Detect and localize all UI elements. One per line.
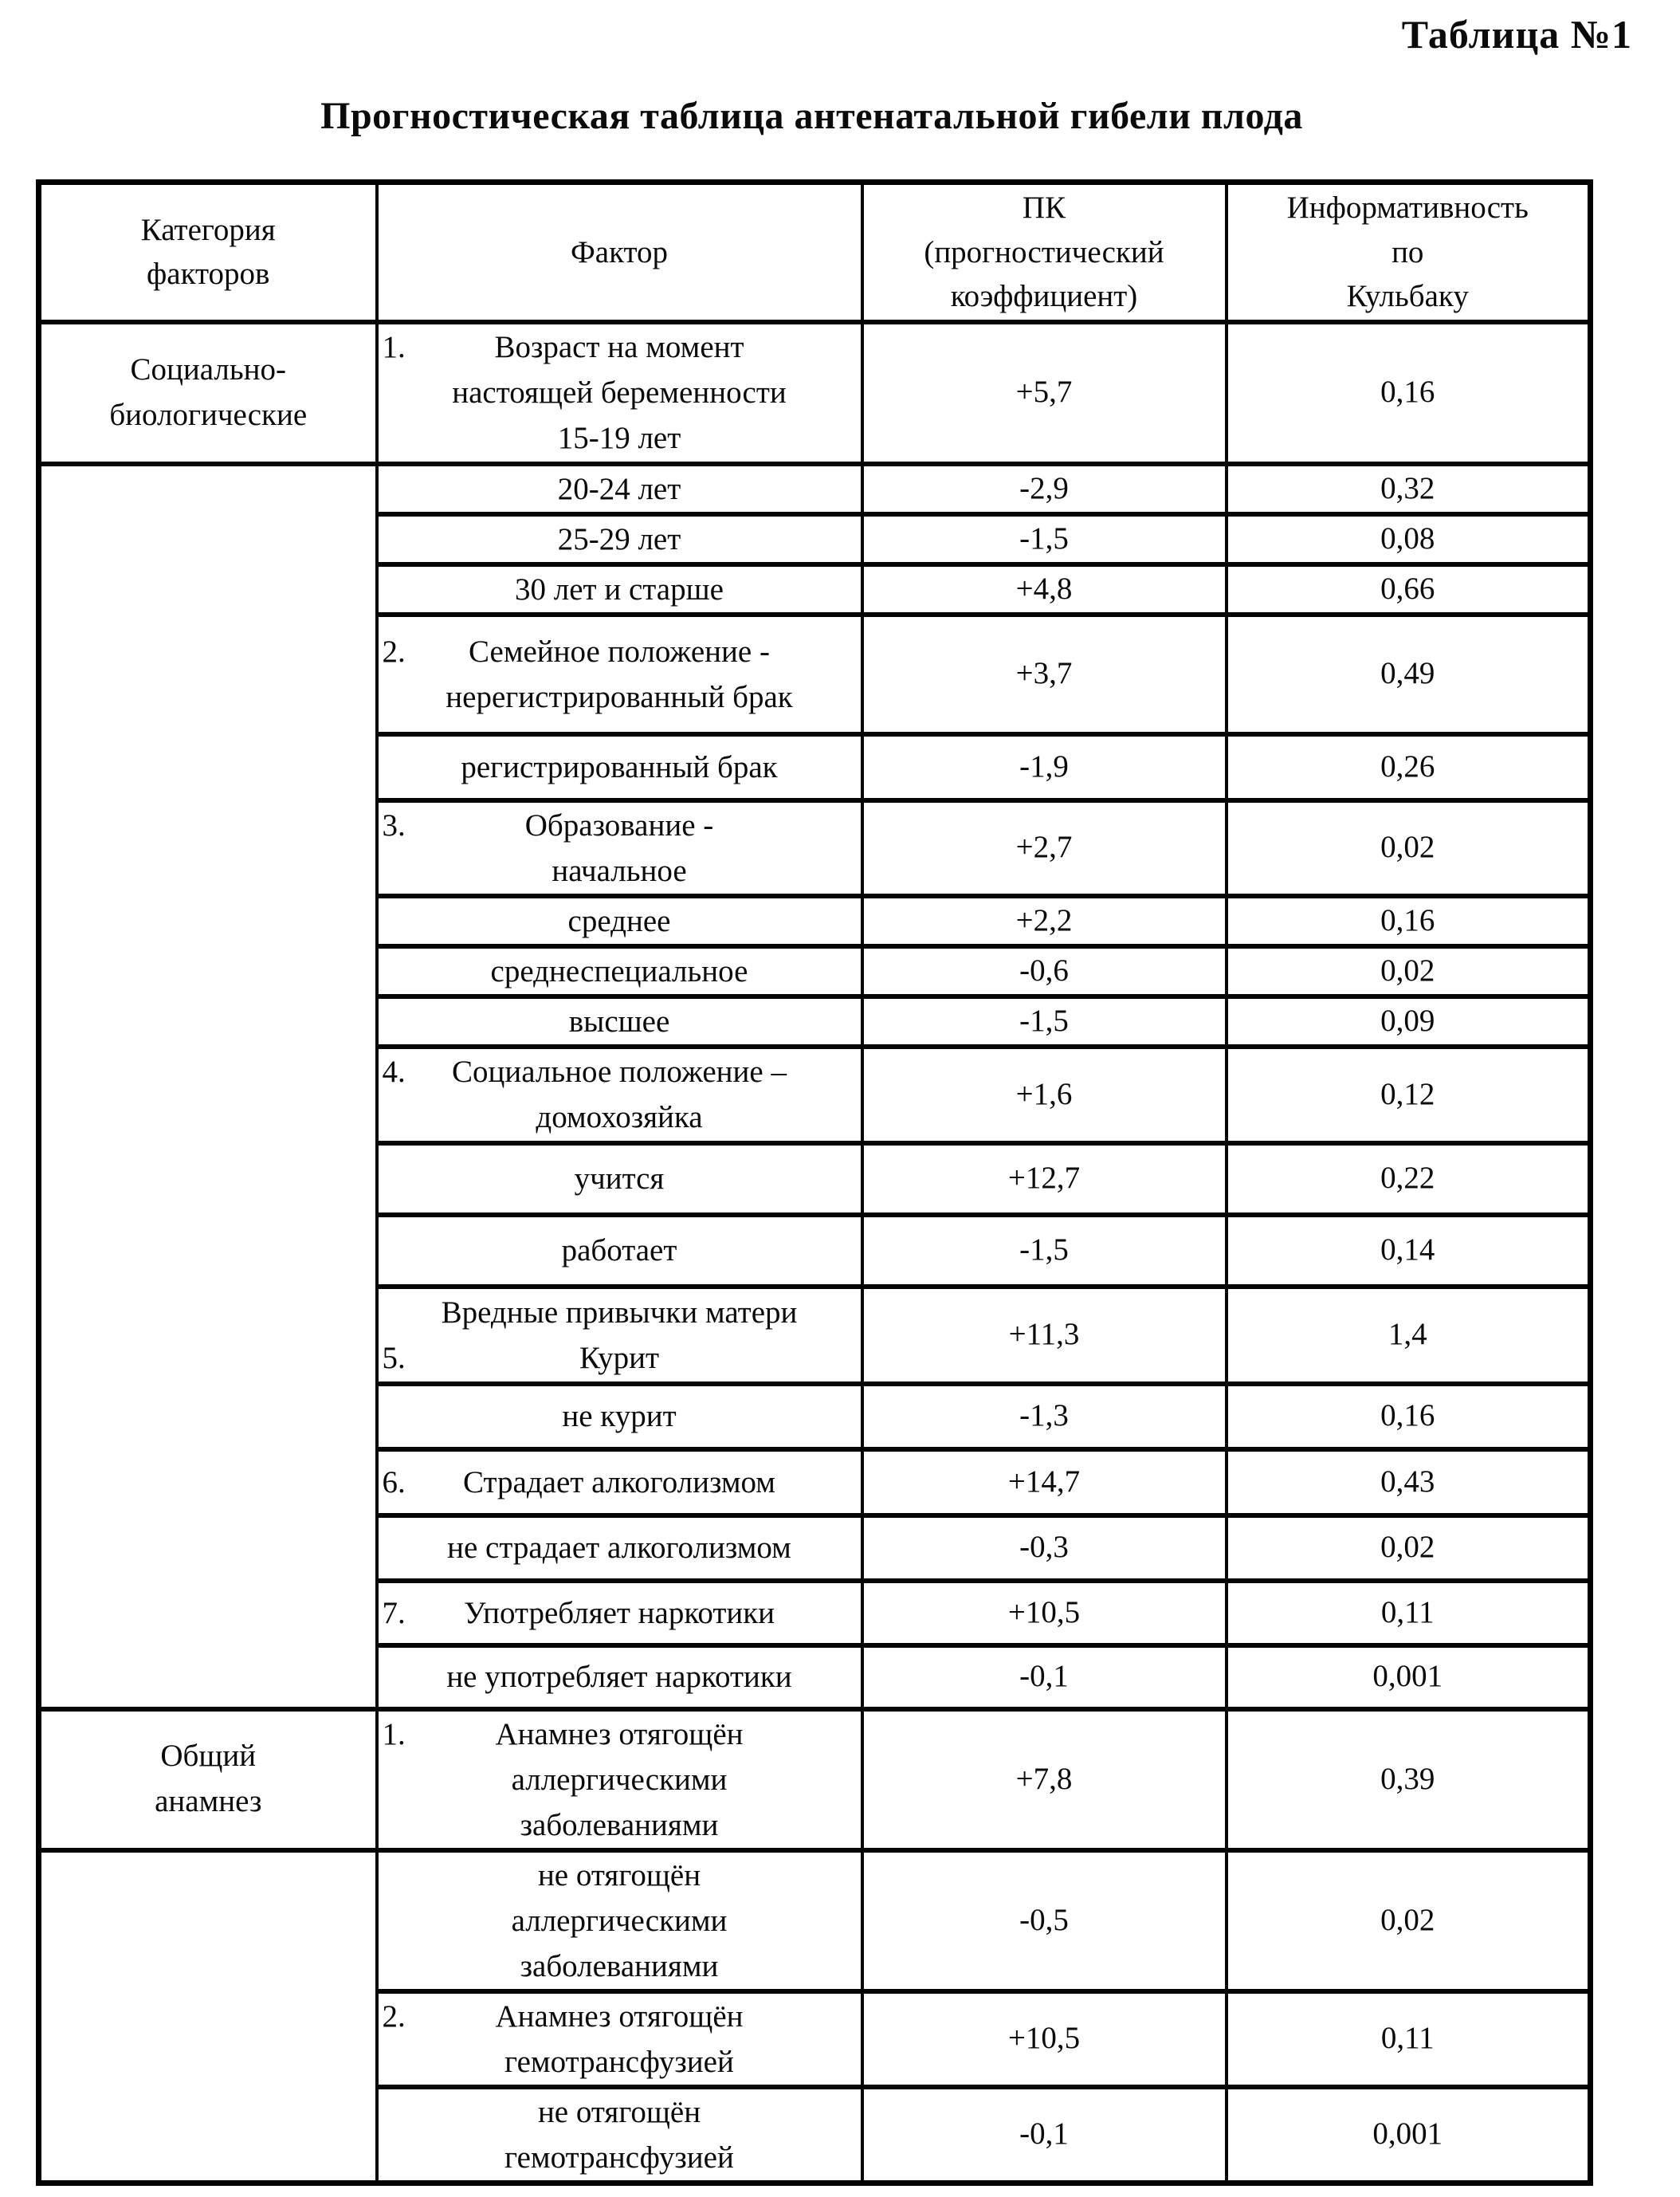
factor-cell xyxy=(377,896,862,946)
header-factor: Фактор xyxy=(377,183,862,322)
factor-text: не отягощён аллергическими заболеваниями xyxy=(511,1857,728,1983)
factor-cell xyxy=(377,800,862,896)
pk-cell: -0,6 xyxy=(862,946,1227,996)
factor-cell xyxy=(377,464,862,514)
factor-cell xyxy=(377,1581,862,1645)
informativeness-cell: 0,32 xyxy=(1227,464,1591,514)
informativeness-cell: 0,12 xyxy=(1227,1047,1591,1143)
informativeness-cell: 0,16 xyxy=(1227,896,1591,946)
factor-number: 1. xyxy=(382,1716,406,1751)
factor-cell xyxy=(377,1215,862,1287)
category-cell: Социально- биологические xyxy=(39,322,377,464)
pk-cell: -1,3 xyxy=(862,1384,1227,1449)
factor-text: регистрированный брак xyxy=(461,749,778,784)
factor-cell xyxy=(377,734,862,800)
informativeness-cell: 0,001 xyxy=(1227,2087,1591,2183)
table-number-label: Таблица №1 xyxy=(1401,12,1632,57)
factor-text: не отягощён гемотрансфузией xyxy=(504,2094,734,2175)
informativeness-cell: 0,26 xyxy=(1227,734,1591,800)
table-header xyxy=(39,183,1591,322)
category-cell: Общий анамнез xyxy=(39,1709,377,1850)
pk-cell: +2,7 xyxy=(862,800,1227,896)
pk-cell: -0,1 xyxy=(862,2087,1227,2183)
factor-cell xyxy=(377,1850,862,1991)
document-title: Прогностическая таблица антенатальной гибели плода xyxy=(320,95,1303,137)
informativeness-cell: 0,02 xyxy=(1227,946,1591,996)
informativeness-cell: 0,22 xyxy=(1227,1143,1591,1215)
pk-cell: +2,2 xyxy=(862,896,1227,946)
factor-cell xyxy=(377,1449,862,1515)
factor-cell xyxy=(377,1143,862,1215)
informativeness-cell: 0,11 xyxy=(1227,1991,1591,2087)
factor-text: работает xyxy=(561,1233,677,1268)
table-body xyxy=(39,322,1591,2183)
informativeness-cell: 0,66 xyxy=(1227,564,1591,615)
category-cell xyxy=(39,464,377,1709)
factor-number: 6. xyxy=(382,1464,406,1499)
informativeness-cell: 0,49 xyxy=(1227,615,1591,734)
informativeness-cell: 0,43 xyxy=(1227,1449,1591,1515)
pk-cell: +12,7 xyxy=(862,1143,1227,1215)
pk-cell: -2,9 xyxy=(862,464,1227,514)
pk-cell: +10,5 xyxy=(862,1581,1227,1645)
factor-cell xyxy=(377,1645,862,1709)
factor-cell xyxy=(377,1709,862,1850)
pk-cell: +4,8 xyxy=(862,564,1227,615)
factor-cell xyxy=(377,564,862,615)
prognostic-table xyxy=(36,179,1593,2186)
factor-cell xyxy=(377,1991,862,2087)
factor-cell xyxy=(377,996,862,1047)
factor-cell xyxy=(377,615,862,734)
informativeness-cell: 1,4 xyxy=(1227,1287,1591,1384)
factor-text: среднее xyxy=(567,903,671,938)
factor-number: 2. xyxy=(382,634,406,669)
informativeness-cell: 0,16 xyxy=(1227,1384,1591,1449)
informativeness-cell: 0,02 xyxy=(1227,1515,1591,1581)
factor-text: высшее xyxy=(568,1004,670,1039)
table-header-row xyxy=(39,183,1591,322)
factor-text: 25-29 лет xyxy=(557,521,681,556)
factor-number: 4. xyxy=(382,1055,406,1089)
header-pk: ПК (прогностический коэффициент) xyxy=(862,183,1227,322)
factor-text: Употребляет наркотики xyxy=(463,1595,775,1630)
factor-cell xyxy=(377,1384,862,1449)
factor-number: 3. xyxy=(382,808,406,843)
factor-text: 30 лет и старше xyxy=(515,572,724,607)
informativeness-cell: 0,001 xyxy=(1227,1645,1591,1709)
factor-text: среднеспециальное xyxy=(490,953,748,988)
factor-cell xyxy=(377,514,862,564)
factor-text: Страдает алкоголизмом xyxy=(463,1464,775,1499)
informativeness-cell: 0,02 xyxy=(1227,1850,1591,1991)
factor-text: Анамнез отягощён гемотрансфузией xyxy=(495,1999,744,2079)
informativeness-cell: 0,11 xyxy=(1227,1581,1591,1645)
pk-cell: +1,6 xyxy=(862,1047,1227,1143)
pk-cell: -1,5 xyxy=(862,1215,1227,1287)
factor-text: учится xyxy=(574,1161,665,1196)
factor-text: не курит xyxy=(562,1399,677,1433)
table-row xyxy=(39,464,1591,514)
pk-cell: -1,5 xyxy=(862,514,1227,564)
factor-number: 5. xyxy=(382,1340,406,1375)
factor-text: Образование - начальное xyxy=(524,808,714,888)
table-row xyxy=(39,322,1591,464)
informativeness-cell: 0,02 xyxy=(1227,800,1591,896)
factor-text: Социальное положение – домохозяйка xyxy=(452,1055,787,1134)
factor-cell xyxy=(377,1515,862,1581)
table-row xyxy=(39,1709,1591,1850)
factor-text: Анамнез отягощён аллергическими заболеваниями xyxy=(495,1716,744,1842)
header-informativeness: Информативность по Кульбаку xyxy=(1227,183,1591,322)
informativeness-cell: 0,14 xyxy=(1227,1215,1591,1287)
factor-text: Возраст на момент настоящей беременности 15-19 лет xyxy=(452,330,787,455)
factor-cell xyxy=(377,322,862,464)
pk-cell: +11,3 xyxy=(862,1287,1227,1384)
table-row xyxy=(39,1850,1591,1991)
informativeness-cell: 0,08 xyxy=(1227,514,1591,564)
factor-text: Вредные привычки матери Курит xyxy=(441,1295,798,1375)
pk-cell: -1,5 xyxy=(862,996,1227,1047)
pk-cell: -1,9 xyxy=(862,734,1227,800)
header-category: Категория факторов xyxy=(39,183,377,322)
factor-number: 7. xyxy=(382,1595,406,1630)
pk-cell: +14,7 xyxy=(862,1449,1227,1515)
informativeness-cell: 0,16 xyxy=(1227,322,1591,464)
factor-cell xyxy=(377,1287,862,1384)
pk-cell: +5,7 xyxy=(862,322,1227,464)
factor-cell xyxy=(377,946,862,996)
factor-text: не страдает алкоголизмом xyxy=(447,1531,791,1565)
factor-text: 20-24 лет xyxy=(557,471,681,506)
factor-number: 1. xyxy=(382,330,406,364)
factor-cell xyxy=(377,1047,862,1143)
informativeness-cell: 0,39 xyxy=(1227,1709,1591,1850)
pk-cell: -0,5 xyxy=(862,1850,1227,1991)
factor-text: Семейное положение - нерегистрированный брак xyxy=(446,634,793,714)
factor-text: не употребляет наркотики xyxy=(446,1660,792,1694)
category-cell xyxy=(39,1850,377,2183)
pk-cell: -0,3 xyxy=(862,1515,1227,1581)
pk-cell: +7,8 xyxy=(862,1709,1227,1850)
pk-cell: +10,5 xyxy=(862,1991,1227,2087)
informativeness-cell: 0,09 xyxy=(1227,996,1591,1047)
pk-cell: +3,7 xyxy=(862,615,1227,734)
pk-cell: -0,1 xyxy=(862,1645,1227,1709)
factor-cell xyxy=(377,2087,862,2183)
factor-number: 2. xyxy=(382,1999,406,2034)
